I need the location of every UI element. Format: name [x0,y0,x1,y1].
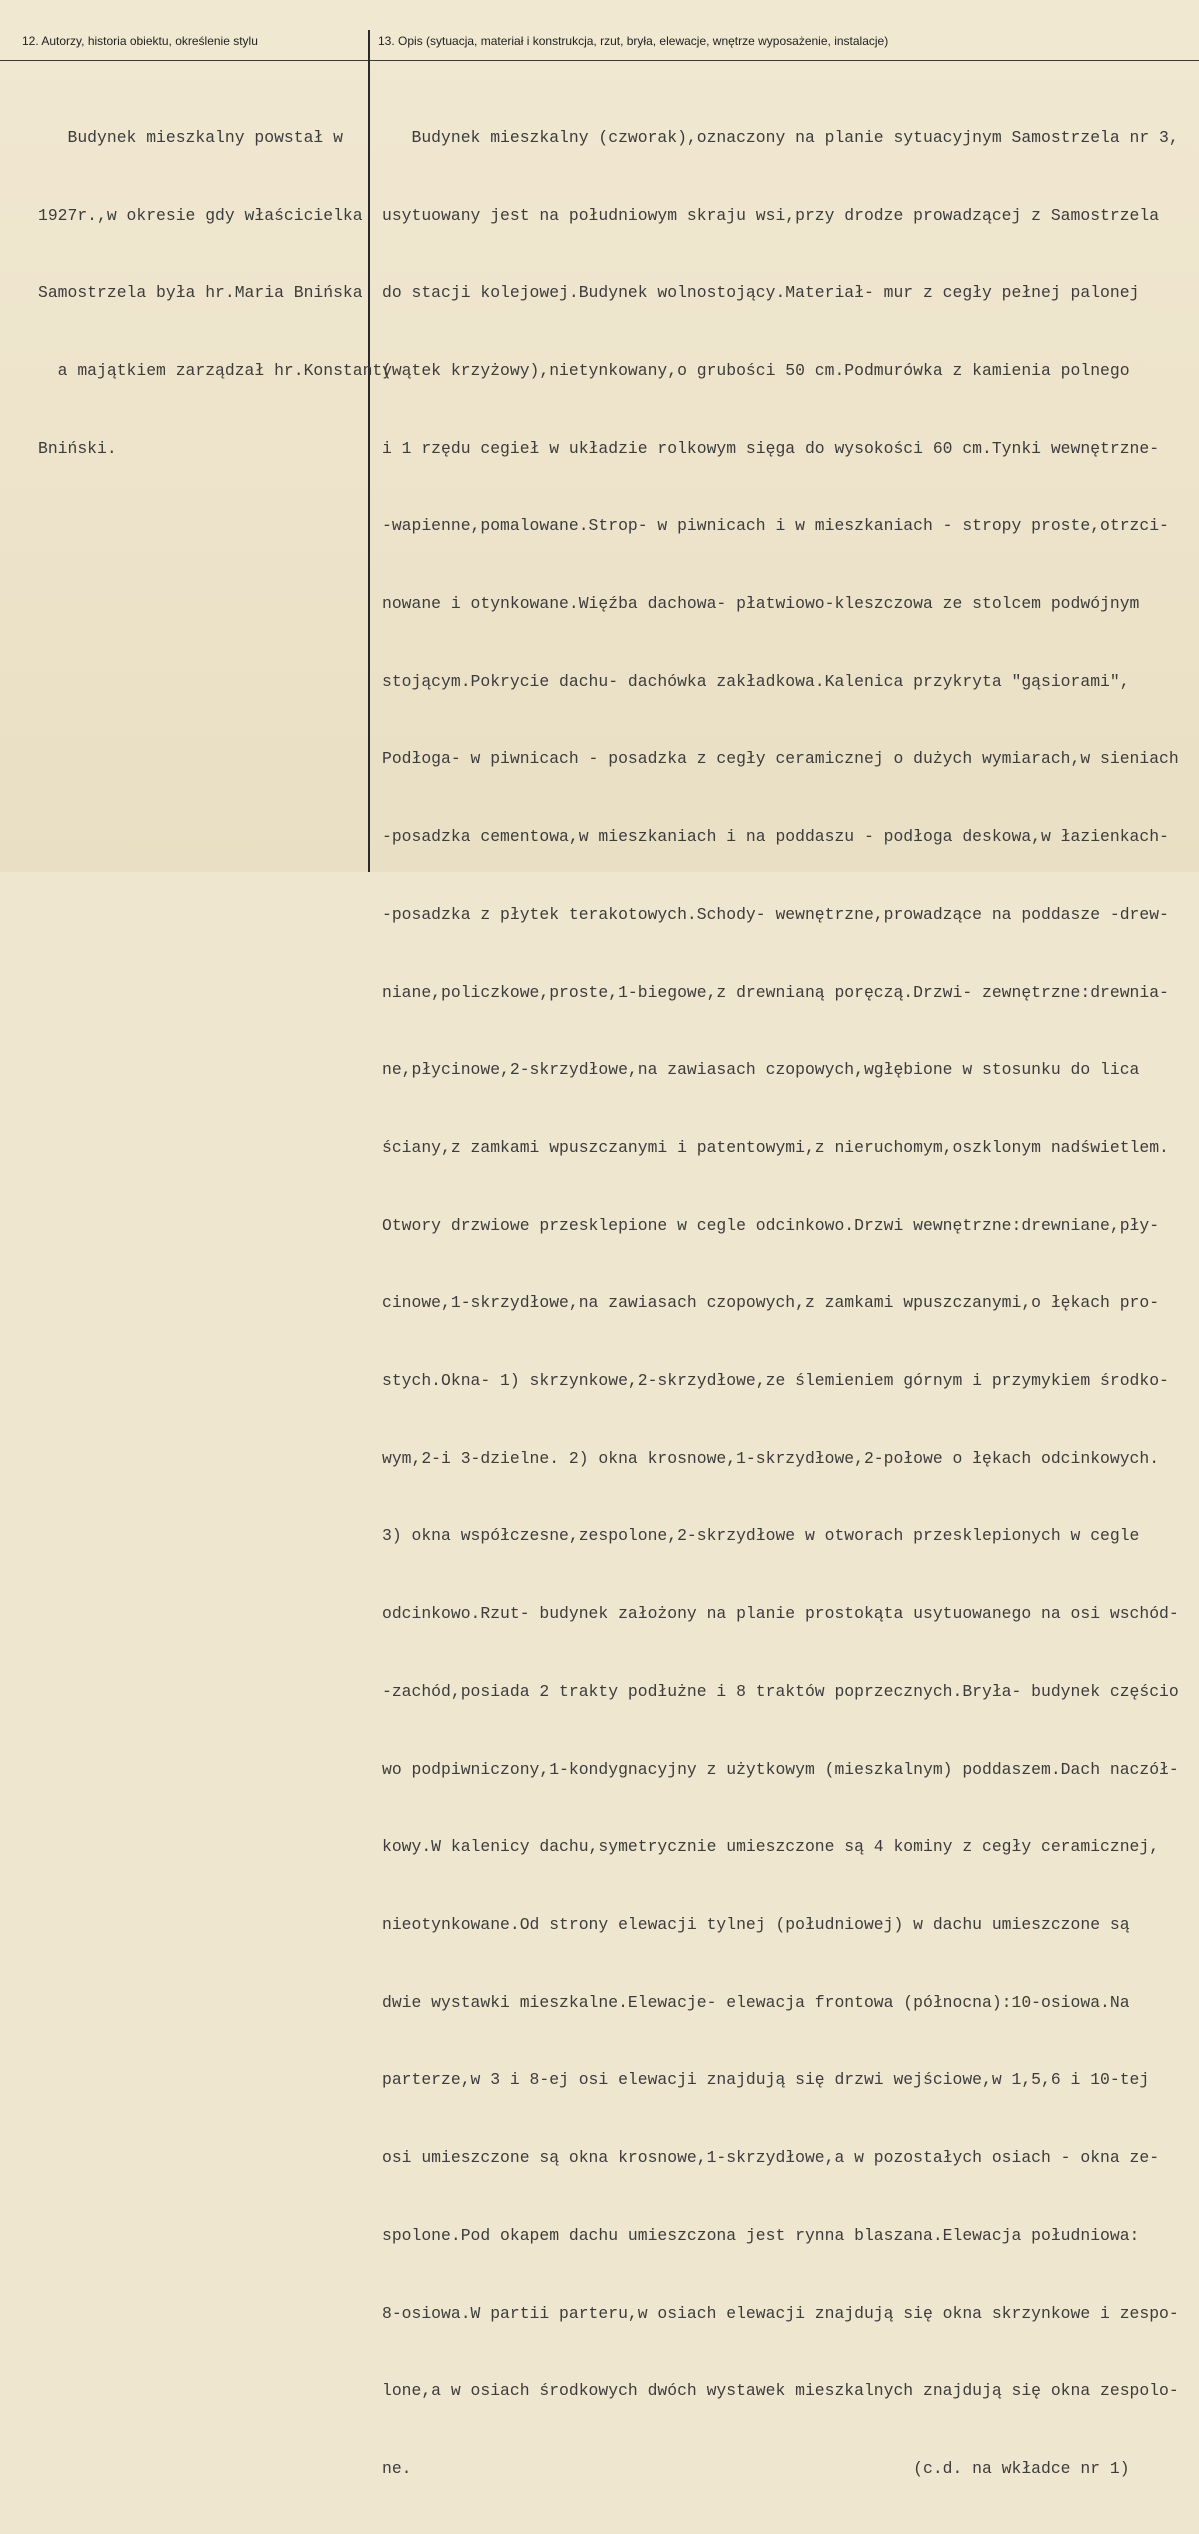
description-line: nieotynkowane.Od strony elewacji tylnej (południowej) w dachu umieszczone są [382,1914,1130,1934]
description-line: niane,policzkowe,proste,1-biegowe,z drewnianą poręczą.Drzwi- zewnętrzne:drewnia- [382,982,1169,1002]
description-text [382,73,1179,2534]
description-line: kowy.W kalenicy dachu,symetrycznie umieszczone są 4 kominy z cegły ceramicznej, [382,1837,1160,1857]
description-line: i 1 rzędu cegieł w układzie rolkowym sięga do wysokości 60 cm.Tynki wewnętrzne- [382,438,1160,458]
description-line: wym,2-i 3-dzielne. 2) okna krosnowe,1-skrzydłowe,2-połowe o łękach odcinkowych. [382,1448,1160,1468]
history-line: Bniński. [38,438,117,458]
description-line: Otwory drzwiowe przesklepione w cegle odcinkowo.Drzwi wewnętrzne:drewniane,pły- [382,1215,1160,1235]
description-line: nowane i otynkowane.Więźba dachowa- płatwiowo-kleszczowa ze stolcem podwójnym [382,594,1140,614]
continuation-note-line: ne. (c.d. na wkładce nr 1) [382,2458,1130,2478]
description-line: spolone.Pod okapem dachu umieszczona jest rynna blaszana.Elewacja południowa: [382,2225,1140,2245]
history-line: Samostrzela była hr.Maria Bnińska [38,283,363,303]
description-line: usytuowany jest na południowym skraju wsi,przy drodze prowadzącej z Samostrzela [382,205,1160,225]
description-line: 3) okna współczesne,zespolone,2-skrzydłowe w otworach przesklepionych w cegle [382,1526,1140,1546]
description-line: -posadzka cementowa,w mieszkaniach i na poddaszu - podłoga deskowa,w łazienkach- [382,827,1169,847]
description-line: stojącym.Pokrycie dachu- dachówka zakładkowa.Kalenica przykryta "gąsiorami", [382,671,1130,691]
description-line: do stacji kolejowej.Budynek wolnostojący.Materiał- mur z cegły pełnej palonej [382,283,1140,303]
description-line: -wapienne,pomalowane.Strop- w piwnicach i w mieszkaniach - stropy proste,otrzci- [382,516,1169,536]
description-line: 8-osiowa.W partii parteru,w osiach elewacji znajdują się okna skrzynkowe i zespo- [382,2303,1179,2323]
description-line: osi umieszczone są okna krosnowe,1-skrzydłowe,a w pozostałych osiach - okna ze- [382,2148,1160,2168]
description-line: stych.Okna- 1) skrzynkowe,2-skrzydłowe,ze ślemieniem górnym i przymykiem środko- [382,1371,1169,1391]
description-line: odcinkowo.Rzut- budynek założony na planie prostokąta usytuowanego na osi wschód- [382,1604,1179,1624]
description-line: ne,płycinowe,2-skrzydłowe,na zawiasach czopowych,wgłębione w stosunku do lica [382,1060,1140,1080]
description-line: (wątek krzyżowy),nietynkowany,o grubości 50 cm.Podmurówka z kamienia polnego [382,360,1130,380]
description-line: dwie wystawki mieszkalne.Elewacje- elewacja frontowa (północna):10-osiowa.Na [382,1992,1130,2012]
header-rule [0,60,1199,61]
history-line: 1927r.,w okresie gdy właścicielka [38,205,363,225]
description-line: -posadzka z płytek terakotowych.Schody- wewnętrzne,prowadzące na poddasze -drew- [382,904,1169,924]
history-line: a majątkiem zarządzał hr.Konstanty [38,360,393,380]
description-line: parterze,w 3 i 8-ej osi elewacji znajdują się drzwi wejściowe,w 1,5,6 i 10-tej [382,2070,1150,2090]
history-line: Budynek mieszkalny powstał w [38,127,343,147]
description-line: -zachód,posiada 2 trakty podłużne i 8 traktów poprzecznych.Bryła- budynek częścio [382,1681,1179,1701]
section-12-header: 12. Autorzy, historia obiektu, określenie stylu [22,34,258,48]
section-13-header: 13. Opis (sytuacja, materiał i konstrukcja, rzut, bryła, elewacje, wnętrze wyposażenie, instalacje) [378,34,889,48]
description-line: cinowe,1-skrzydłowe,na zawiasach czopowych,z zamkami wpuszczanymi,o łękach pro- [382,1293,1160,1313]
description-line: wo podpiwniczony,1-kondygnacyjny z użytkowym (mieszkalnym) poddaszem.Dach naczół- [382,1759,1179,1779]
description-line: Budynek mieszkalny (czworak),oznaczony na planie sytuacyjnym Samostrzela nr 3, [382,127,1179,147]
description-line: ściany,z zamkami wpuszczanymi i patentowymi,z nieruchomym,oszklonym nadświetlem. [382,1137,1169,1157]
description-line: Podłoga- w piwnicach - posadzka z cegły ceramicznej o dużych wymiarach,w sieniach [382,749,1179,769]
description-line: lone,a w osiach środkowych dwóch wystawek mieszkalnych znajdują się okna zespolo- [382,2381,1179,2401]
history-text [38,73,392,513]
